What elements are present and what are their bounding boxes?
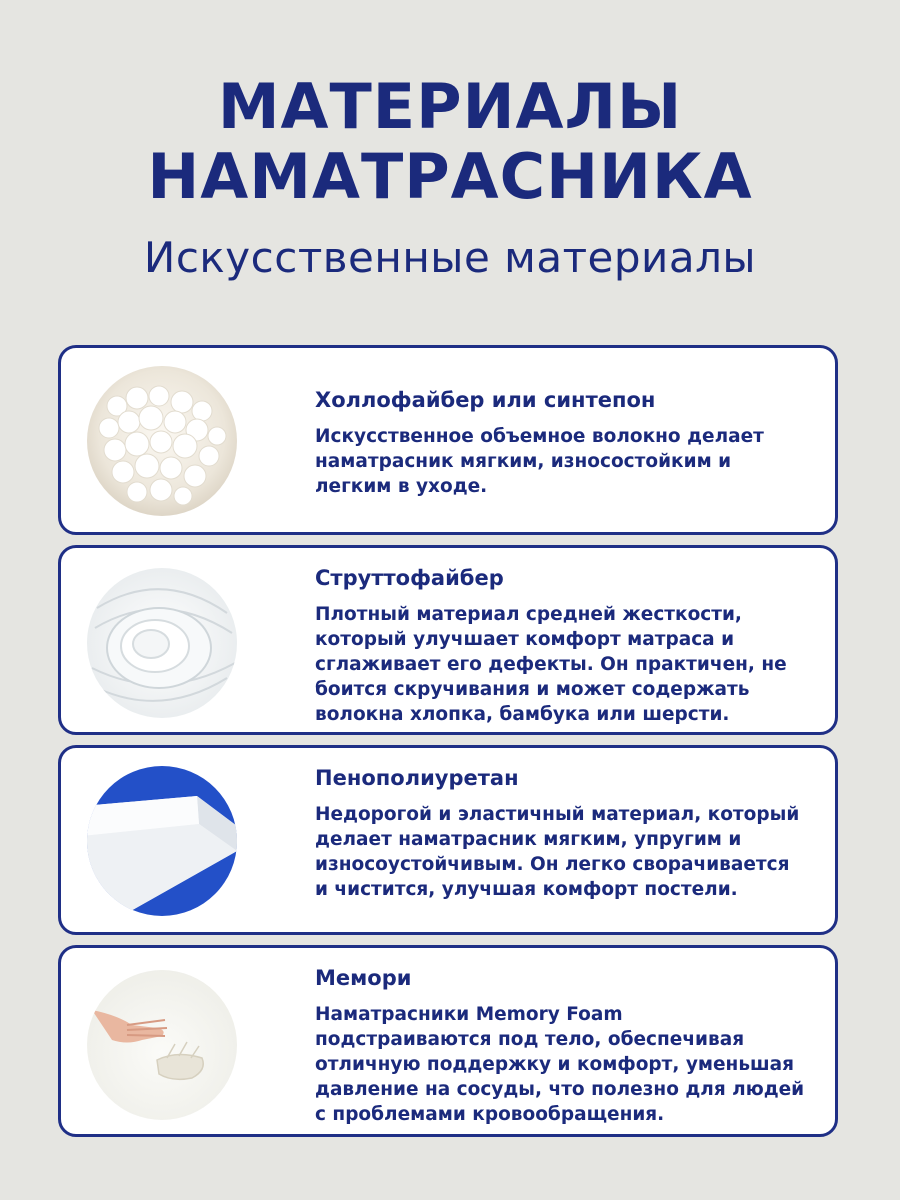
page-title-line-1: МАТЕРИАЛЫ [217,70,683,143]
memory-foam-hand-image [87,970,237,1120]
material-title: Мемори [315,966,412,990]
material-description: Плотный материал средней жесткости, который улучшает комфорт матраса и сглаживает его дефекты. Он практичен, не боится скручивания и может содержать волокна хлопка, бамбука или шерсти. [315,604,787,725]
material-text [315,564,805,727]
material-description: Искусственное объемное волокно делает наматрасник мягким, износостойким и легким в уходе. [315,426,764,497]
material-description: Недорогой и эластичный материал, который делает наматрасник мягким, упругим и износоустойчивым. Он легко сворачивается и чистится, улучшая комфорт постели. [315,804,800,900]
fiber-balls-image [87,366,237,516]
material-title: Пенополиуретан [315,766,519,790]
material-text [315,964,805,1127]
material-card-struttofiber [58,545,838,735]
material-title: Холлофайбер или синтепон [315,388,656,412]
material-description: Наматрасники Memory Foam подстраиваются под тело, обеспечивая отличную поддержку и комфорт, уменьшая давление на сосуды, что полезно для людей с проблемами кровообращения. [315,1004,805,1125]
rolled-fiber-image [87,568,237,718]
page-subtitle: Искусственные материалы [143,233,757,282]
page-title [0,72,900,212]
material-text [315,764,805,902]
material-title: Струттофайбер [315,566,504,590]
material-text [315,386,805,499]
material-card-polyurethane-foam [58,745,838,935]
material-card-hollofiber [58,345,838,535]
foam-block-image [87,766,237,916]
material-card-memory-foam [58,945,838,1137]
page-title-line-2: НАМАТРАСНИКА [147,140,753,213]
